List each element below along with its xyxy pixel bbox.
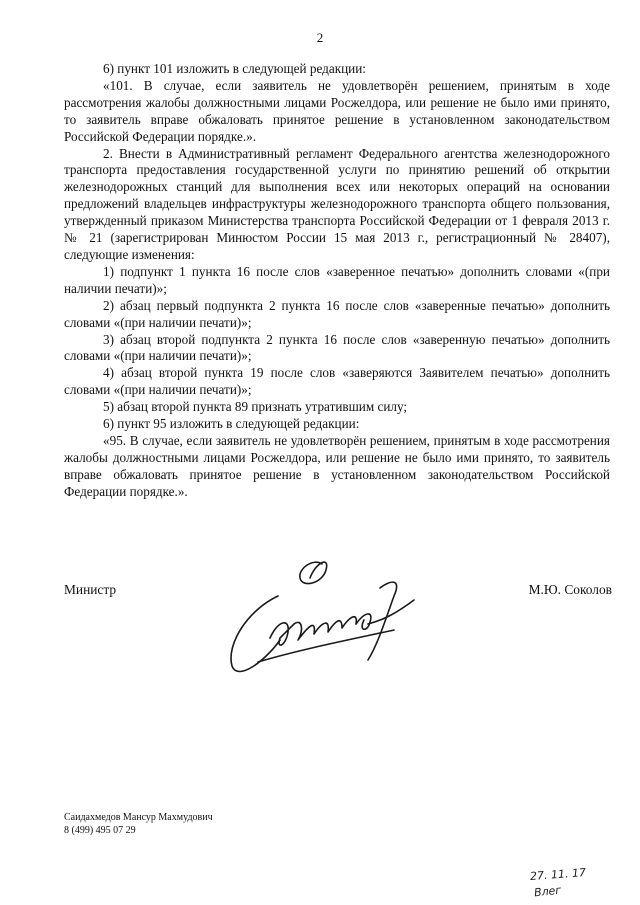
handwritten-note (520, 868, 610, 904)
document-body (64, 61, 610, 501)
paragraph-change-1: 1) подпункт 1 пункта 16 после слов «заверенное печатью» дополнить словами «(при наличии печати)»; (64, 263, 610, 296)
signatory-title: Министр (64, 582, 117, 597)
handwritten-signature (218, 548, 458, 688)
executor-phone: 8 (499) 495 07 29 (64, 825, 136, 836)
paragraph-change-4: 4) абзац второй пункта 19 после слов «заверяются Заявителем печатью» дополнить словами «(при наличии печати)»; (64, 365, 610, 398)
handwritten-date: 27. 11. 17 (529, 866, 587, 883)
page-number: 2 (316, 30, 324, 45)
paragraph-item-6-header: 6) пункт 101 изложить в следующей редакции: (103, 61, 366, 76)
paragraph-change-2: 2) абзац первый подпункта 2 пункта 16 после слов «заверенные печатью» дополнить словами «(при наличии печати)»; (64, 297, 610, 330)
paragraph-section-2: 2. Внести в Административный регламент Федерального агентства железнодорожного транспорта предоставления государственной услуги по принятию решений об открытии железнодорожных станций для выполнения всех или некоторых операций на основании предложений владельцев инфраструктуры железнодорожного транспорта общего пользования, утвержденный приказом Министерства транспорта Российской Федерации от 1 февраля 2013 г. № 21 (зарегистрирован Минюстом России 15 мая 2013 г., регистрационный № 28407), следующие изменения: (64, 145, 610, 262)
paragraph-change-5: 5) абзац второй пункта 89 признать утратившим силу; (103, 399, 408, 415)
paragraph-quote-101: «101. В случае, если заявитель не удовлетворён решением, принятым в ходе рассмотрения жалобы должностными лицами Росжелдора, или решение не было ими принято, то заявитель вправе обжаловать принятое решение в установленном законодательством Российской Федерации порядке.». (64, 77, 610, 144)
paragraph-change-6: 6) пункт 95 изложить в следующей редакции: (103, 416, 360, 432)
executor-info (64, 811, 213, 837)
executor-name: Саидахмедов Мансур Махмудович (64, 812, 213, 823)
paragraph-change-3: 3) абзац второй подпункта 2 пункта 16 после слов «заверенную печатью» дополнить словами «(при наличии печати)»; (64, 331, 610, 364)
handwritten-initials: Влег (533, 883, 562, 900)
paragraph-quote-95: «95. В случае, если заявитель не удовлетворён решением, принятым в ходе рассмотрения жалобы должностными лицами Росжелдора, или решение не было ими принято, то заявитель вправе обжаловать принятое решение в установленном законодательством Российской Федерации порядке.». (64, 432, 610, 499)
signatory-name: М.Ю. Соколов (528, 582, 612, 597)
